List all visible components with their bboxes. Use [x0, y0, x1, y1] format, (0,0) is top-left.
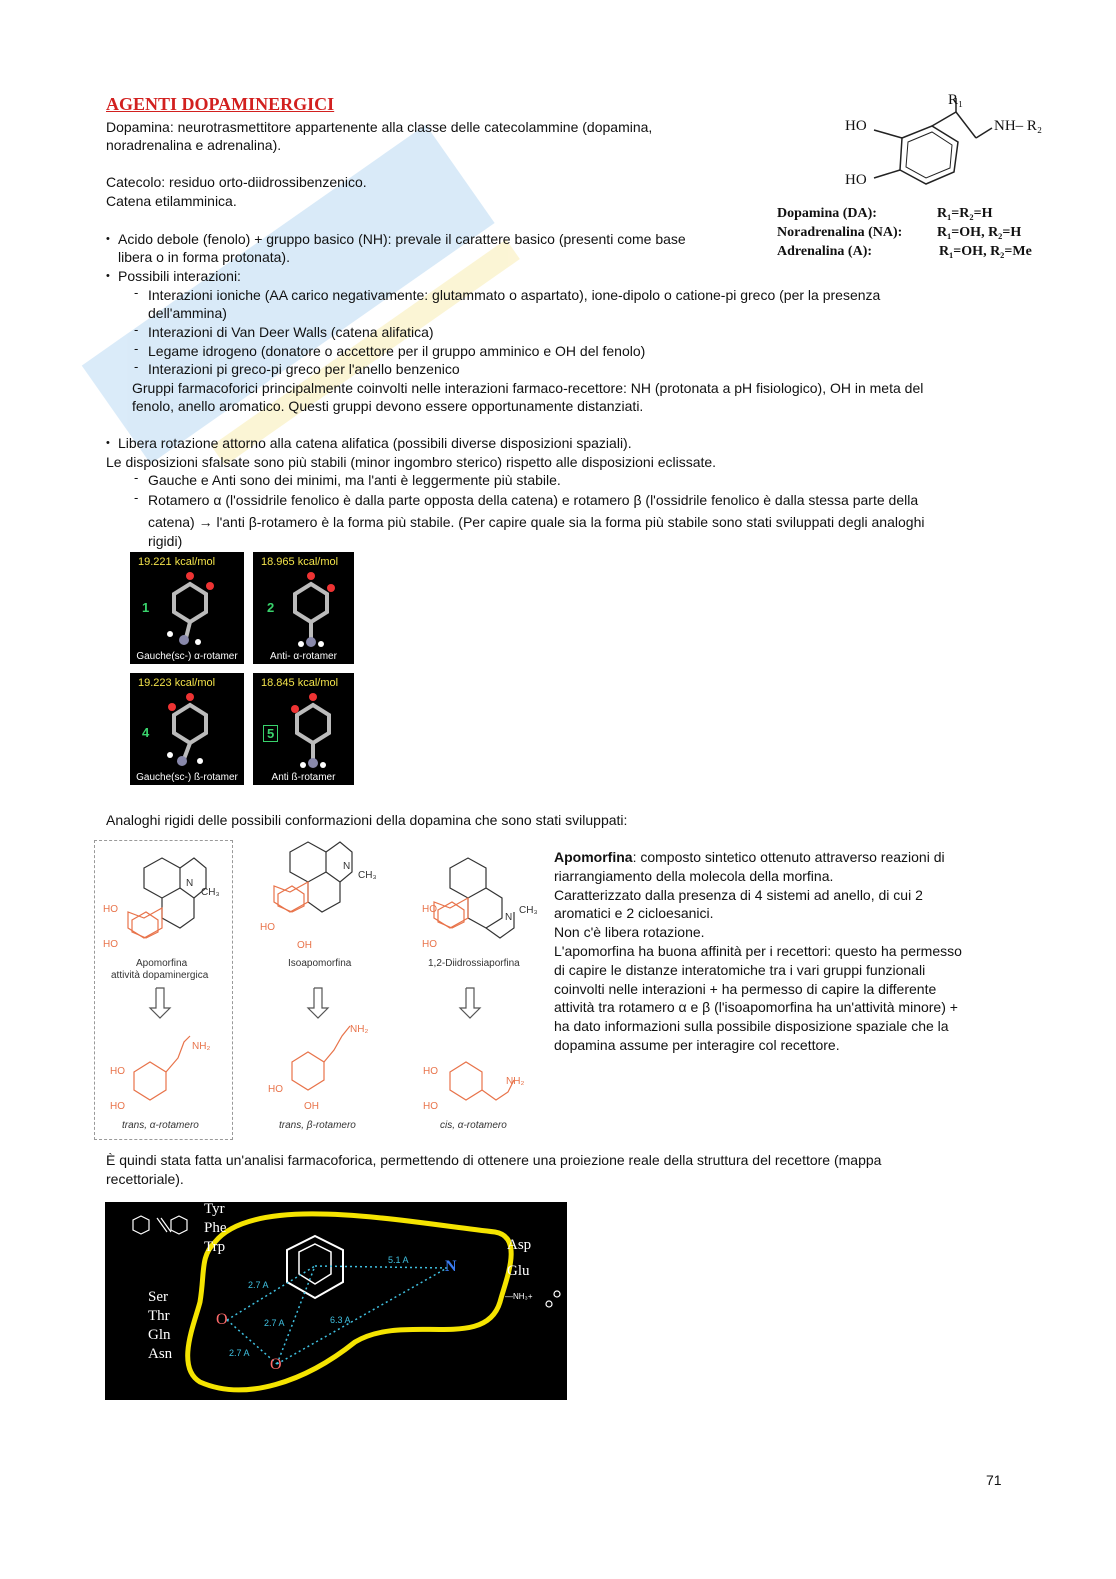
text-line: fenolo, anello aromatico. Questi gruppi devono essere opportunamente distanziati. — [132, 398, 644, 414]
intro-line: Dopamina: neurotrasmettitore appartenente alla classe delle catecolammine (dopamina, — [106, 119, 653, 135]
rotamer-type: cis, α-rotamero — [440, 1120, 507, 1131]
molecule-model-icon — [160, 570, 220, 650]
residue-label: Thr — [148, 1308, 170, 1324]
ho-label: HO — [260, 922, 275, 933]
intro-line: noradrenalina e adrenalina). — [106, 137, 282, 153]
rotamer-image — [253, 673, 354, 785]
dash-item: - Rotamero α (l'ossidrile fenolico è dalla parte opposta della catena) e rotamero β (l'ossidrile fenolico è dalla stessa parte della — [148, 491, 918, 510]
apomorfina-bold: Apomorfina — [554, 849, 633, 865]
residue-label: Ser — [148, 1289, 168, 1305]
ho-label: HO — [423, 1066, 438, 1077]
bullet-item: • Acido debole (fenolo) + gruppo basico (NH): prevale il carattere basico (presenti come base — [118, 230, 686, 249]
rigid-analogues-figure — [94, 840, 544, 1140]
intro-line: Catena etilamminica. — [106, 193, 237, 209]
pharmacophore-map — [105, 1202, 567, 1400]
distance-label: 2.7 A — [264, 1318, 285, 1328]
ho-label: HO — [422, 904, 437, 915]
ho-label: HO — [103, 939, 118, 950]
acidic-residues — [507, 1232, 531, 1284]
compound-value: R₁=OH, R₂=H — [937, 225, 1022, 240]
compound-name: Dopamina (DA): — [777, 206, 877, 221]
polar-residues — [148, 1288, 172, 1364]
dash-continuation: catena) → l'anti β-rotamero è la forma più stabile. (Per capire quale sia la forma più stabile sono stati sviluppati degli analoghi — [148, 514, 925, 530]
energy-label: 18.965 kcal/mol — [261, 556, 339, 568]
residue-label: Asp — [507, 1237, 532, 1253]
ammonium-label: —NH₃+ — [505, 1292, 533, 1301]
rotamer-number: 4 — [142, 725, 150, 740]
distance-label: 2.7 A — [229, 1348, 250, 1358]
oh-label: OH — [304, 1101, 319, 1112]
nh2-label: NH₂ — [350, 1024, 369, 1035]
n-label: N — [186, 878, 194, 889]
rotamer-type: trans, β-rotamero — [279, 1120, 356, 1131]
rotamer-caption: Gauche(sc-) α-rotamer — [136, 651, 238, 662]
energy-label: 19.223 kcal/mol — [138, 677, 216, 689]
r1-label: R₁ — [948, 92, 964, 108]
bullet-item: • Possibili interazioni: — [118, 267, 241, 286]
aromatic-residues — [204, 1200, 227, 1257]
rotamer-caption: Anti- α-rotamer — [270, 651, 337, 662]
bullet-continuation: libera o in forma protonata). — [118, 249, 290, 265]
dash-continuation: rigidi) — [148, 533, 183, 549]
substituent-table — [777, 204, 1032, 261]
nh2-label: NH₂ — [506, 1076, 525, 1087]
n-label: N — [343, 861, 351, 872]
text-line: attività tra rotamero α e β (l'isoapomorfina ha un'attività minore) + — [554, 999, 958, 1016]
molecule-model-icon — [281, 570, 341, 650]
rotamer-image — [130, 673, 244, 785]
molecule-model-icon — [160, 691, 220, 771]
text-line: Non c'è libera rotazione. — [554, 924, 705, 941]
text-line: È quindi stata fatta un'analisi farmacoforica, permettendo di ottenere una proiezione reale della struttura del recettore (mappa — [106, 1152, 882, 1168]
text-line: : composto sintetico ottenuto attraverso reazioni di — [632, 849, 945, 865]
ho-label: HO — [103, 904, 118, 915]
text-line: dopamina assume per interagire col recettore. — [554, 1036, 840, 1053]
ch3-label: CH₃ — [201, 887, 220, 898]
rotamer-number: 2 — [267, 600, 275, 615]
rotamer-caption: Anti ß-rotamer — [271, 772, 336, 783]
apomorfina-description — [554, 848, 1004, 1055]
nh2-label: NH₂ — [192, 1041, 211, 1052]
residue-label: Tyr — [204, 1201, 225, 1217]
compound-name: Adrenalina (A): — [777, 244, 873, 259]
molecule-name: 1,2-Diidrossiaporfina — [428, 958, 520, 969]
dash-item: - Legame idrogeno (donatore o accettore per il gruppo amminico e OH del fenolo) — [148, 342, 645, 361]
residue-label: Asn — [148, 1346, 173, 1362]
text-line: ha dato informazioni sulla possibile disposizione spaziale che la — [554, 1018, 949, 1035]
residue-label: Gln — [148, 1327, 171, 1343]
distance-label: 2.7 A — [248, 1280, 269, 1290]
text-line: di capire le distanze interatomiche tra i vari gruppi funzionali — [554, 961, 926, 978]
dash-item: - Interazioni ioniche (AA carico negativamente: glutammato o aspartato), ione-dipolo o catione-pi greco (per la presenza — [148, 286, 880, 305]
residue-label: Glu — [507, 1263, 530, 1279]
text-line: aromatici e 2 cicloesanici. — [554, 905, 714, 922]
dash-item: - Gauche e Anti sono dei minimi, ma l'anti è leggermente più stabile. — [148, 471, 561, 490]
rotamer-number: 5 — [263, 725, 278, 742]
page-title: AGENTI DOPAMINERGICI — [106, 94, 335, 114]
text-line: coinvolti nelle interazioni + ha permesso di capire la differente — [554, 980, 937, 997]
molecule-name: Isoapomorfina — [288, 958, 352, 969]
dash-item: - Interazioni di Van Deer Walls (catena alifatica) — [148, 323, 434, 342]
oxygen-atom: O — [216, 1311, 228, 1328]
compound-name: Noradrenalina (NA): — [777, 225, 903, 240]
text-line: Gruppi farmacoforici principalmente coinvolti nelle interazioni farmaco-recettore: NH (protonata a pH fisiologico), OH in meta del — [132, 380, 924, 396]
rotamer-type: trans, α-rotamero — [122, 1120, 199, 1131]
nh-label: NH– R₂ — [994, 118, 1043, 134]
ho-label: HO — [845, 172, 867, 188]
ho-label: HO — [845, 118, 867, 134]
compound-value: R₁=OH, R₂=Me — [939, 244, 1032, 259]
nitrogen-atom: N — [445, 1258, 457, 1275]
ho-label: HO — [422, 939, 437, 950]
rotamer-caption: Gauche(sc-) ß-rotamer — [136, 772, 238, 783]
ho-label: HO — [110, 1101, 125, 1112]
intro-line: Catecolo: residuo orto-diidrossibenzenico. — [106, 174, 367, 190]
oxygen-atom: O — [270, 1356, 282, 1373]
section-intro: Analoghi rigidi delle possibili conformazioni della dopamina che sono stati sviluppati: — [106, 812, 628, 828]
molecule-name: Apomorfina — [136, 958, 188, 969]
molecule-activity: attività dopaminergica — [111, 970, 209, 981]
distance-label: 5.1 A — [388, 1255, 409, 1265]
text-line: Le disposizioni sfalsate sono più stabili (minor ingombro sterico) rispetto alle disposizioni eclissate. — [106, 454, 717, 470]
dash-item: - Interazioni pi greco-pi greco per l'anello benzenico — [148, 360, 460, 379]
ch3-label: CH₃ — [358, 870, 377, 881]
text-line: Caratterizzato dalla presenza di 4 sistemi ad anello, di cui 2 — [554, 886, 923, 903]
distance-label: 6.3 A — [330, 1315, 351, 1325]
rotamer-image — [253, 552, 354, 664]
oh-label: OH — [297, 940, 312, 951]
bullet-item: • Libera rotazione attorno alla catena alifatica (possibili diverse disposizioni spaziali). — [118, 434, 632, 453]
ho-label: HO — [423, 1101, 438, 1112]
text-line: riarrangiamento della molecola della morfina. — [554, 867, 834, 884]
compound-value: R₁=R₂=H — [937, 206, 993, 221]
n-label: N — [505, 912, 513, 923]
ch3-label: CH₃ — [519, 905, 538, 916]
rotamer-image — [130, 552, 244, 664]
text-line: recettoriale). — [106, 1171, 184, 1187]
ho-label: HO — [268, 1084, 283, 1095]
rotamer-number: 1 — [142, 600, 150, 615]
dash-continuation: dell'ammina) — [148, 305, 227, 321]
residue-label: Phe — [204, 1220, 227, 1236]
energy-label: 19.221 kcal/mol — [138, 556, 216, 568]
residue-label: Trp — [204, 1239, 226, 1255]
molecule-model-icon — [283, 691, 343, 771]
ho-label: HO — [110, 1066, 125, 1077]
page-number: 71 — [986, 1472, 1002, 1488]
text-line: L'apomorfina ha buona affinità per i recettori: questo ha permesso — [554, 942, 962, 959]
energy-label: 18.845 kcal/mol — [261, 677, 339, 689]
